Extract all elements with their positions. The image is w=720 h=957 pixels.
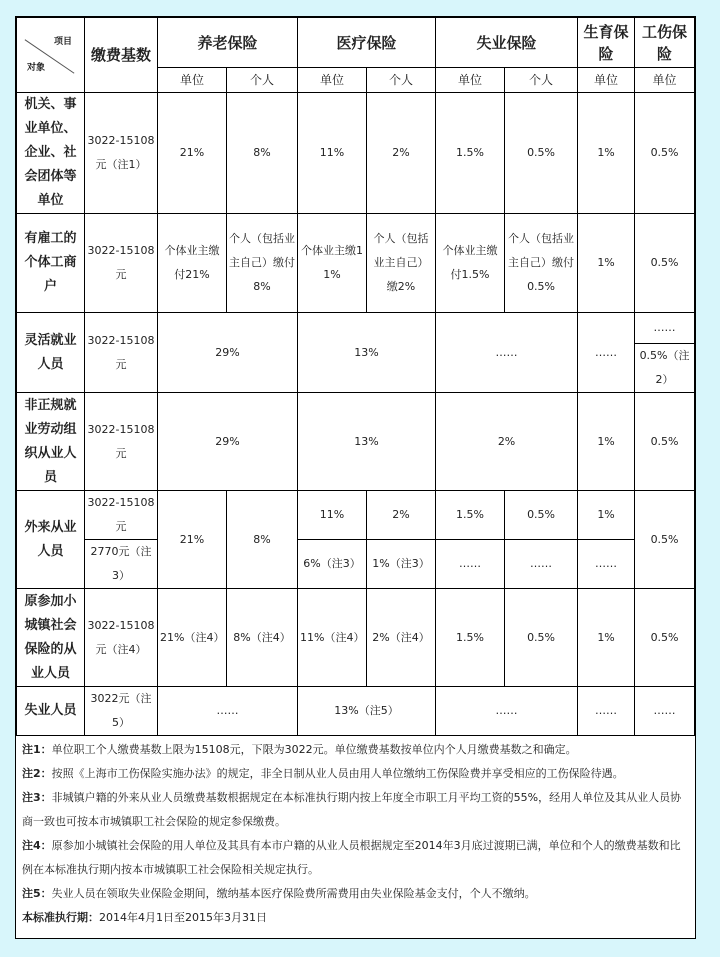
medical-unit-cell-b: 6%（注3） bbox=[298, 540, 367, 589]
sub-person: 个人 bbox=[505, 68, 578, 93]
pension-cell: 29% bbox=[158, 393, 298, 491]
pension-person-cell: 个人（包括业主自己）缴付8% bbox=[227, 214, 298, 313]
header-pension: 养老保险 bbox=[158, 18, 298, 68]
sub-unit: 单位 bbox=[436, 68, 505, 93]
base-cell: 3022-15108元（注1） bbox=[85, 93, 158, 214]
pension-person-cell: 8% bbox=[227, 491, 298, 589]
note-text: 失业人员在领取失业保险金期间，缴纳基本医疗保险费所需费用由失业保险基金支付，个人不缴纳。 bbox=[51, 887, 536, 900]
sub-unit: 单位 bbox=[635, 68, 695, 93]
sub-unit: 单位 bbox=[298, 68, 367, 93]
table-row bbox=[17, 313, 695, 344]
base-cell: 3022元（注5） bbox=[85, 687, 158, 736]
maternity-cell: 1% bbox=[578, 214, 635, 313]
unemp-unit-cell: 个体业主缴付1.5% bbox=[436, 214, 505, 313]
maternity-cell-a: 1% bbox=[578, 491, 635, 540]
row-label: 原参加小城镇社会保险的从业人员 bbox=[17, 589, 85, 687]
header-unemployment: 失业保险 bbox=[436, 18, 578, 68]
note-2 bbox=[22, 762, 689, 786]
note-text: 单位职工个人缴费基数上限为15108元，下限为3022元。单位缴费基数按单位内个人月缴费基数之和确定。 bbox=[51, 743, 577, 756]
base-cell: 3022-15108元（注4） bbox=[85, 589, 158, 687]
sub-person: 个人 bbox=[227, 68, 298, 93]
maternity-cell-b: …… bbox=[578, 540, 635, 589]
unemp-cell: …… bbox=[436, 687, 578, 736]
note-tag: 注3： bbox=[22, 791, 52, 804]
unemp-cell: …… bbox=[436, 313, 578, 393]
unemp-unit-cell: 1.5% bbox=[436, 93, 505, 214]
corner-object-label: 对象 bbox=[27, 63, 46, 73]
sub-unit: 单位 bbox=[578, 68, 635, 93]
note-tag: 注4： bbox=[22, 839, 52, 852]
unemp-person-cell: 个人（包括业主自己）缴付0.5% bbox=[505, 214, 578, 313]
medical-unit-cell-a: 11% bbox=[298, 491, 367, 540]
injury-cell: 0.5% bbox=[635, 214, 695, 313]
effective-period bbox=[22, 906, 689, 930]
table-row bbox=[17, 393, 695, 491]
pension-unit-cell: 21% bbox=[158, 93, 227, 214]
row-label: 有雇工的个体工商户 bbox=[17, 214, 85, 313]
table-row bbox=[17, 214, 695, 313]
table-row bbox=[17, 589, 695, 687]
pension-unit-cell: 21% bbox=[158, 491, 227, 589]
base-cell: 3022-15108元 bbox=[85, 393, 158, 491]
note-text: 按照《上海市工伤保险实施办法》的规定，非全日制从业人员由用人单位缴纳工伤保险费并享受相应的工伤保险待遇。 bbox=[51, 767, 624, 780]
period-tag: 本标准执行期： bbox=[22, 911, 99, 924]
notes-section bbox=[16, 736, 695, 938]
note-4 bbox=[22, 834, 689, 882]
medical-person-cell-a: 2% bbox=[367, 491, 436, 540]
maternity-cell: 1% bbox=[578, 589, 635, 687]
pension-cell: 29% bbox=[158, 313, 298, 393]
unemp-cell: 2% bbox=[436, 393, 578, 491]
header-base: 缴费基数 bbox=[85, 18, 158, 93]
unemp-unit-cell-a: 1.5% bbox=[436, 491, 505, 540]
injury-cell: …… bbox=[635, 687, 695, 736]
medical-unit-cell: 11%（注4） bbox=[298, 589, 367, 687]
contribution-rate-table bbox=[16, 17, 695, 736]
base-cell: 3022-15108元 bbox=[85, 313, 158, 393]
medical-person-cell: 2%（注4） bbox=[367, 589, 436, 687]
row-label: 外来从业人员 bbox=[17, 491, 85, 589]
maternity-cell: …… bbox=[578, 313, 635, 393]
table-row bbox=[17, 491, 695, 540]
social-insurance-table-container bbox=[15, 16, 696, 939]
diagonal-divider-icon bbox=[17, 18, 84, 92]
sub-unit: 单位 bbox=[158, 68, 227, 93]
unemp-unit-cell: 1.5% bbox=[436, 589, 505, 687]
injury-cell: 0.5% bbox=[635, 93, 695, 214]
sub-person: 个人 bbox=[367, 68, 436, 93]
table-row bbox=[17, 93, 695, 214]
row-label: 非正规就业劳动组织从业人员 bbox=[17, 393, 85, 491]
pension-person-cell: 8% bbox=[227, 93, 298, 214]
note-text: 原参加小城镇社会保险的用人单位及其具有本市户籍的从业人员根据规定至2014年3月底过渡期已满，单位和个人的缴费基数和比例在本标准执行期内按本市城镇职工社会保险相关规定执行。 bbox=[22, 839, 681, 876]
unemp-unit-cell-b: …… bbox=[436, 540, 505, 589]
pension-person-cell: 8%（注4） bbox=[227, 589, 298, 687]
note-3 bbox=[22, 786, 689, 834]
note-tag: 注1： bbox=[22, 743, 52, 756]
unemp-person-cell-b: …… bbox=[505, 540, 578, 589]
injury-cell: 0.5% bbox=[635, 589, 695, 687]
row-label: 灵活就业人员 bbox=[17, 313, 85, 393]
note-5 bbox=[22, 882, 689, 906]
table-row bbox=[17, 687, 695, 736]
unemp-person-cell: 0.5% bbox=[505, 589, 578, 687]
medical-unit-cell: 个体业主缴11% bbox=[298, 214, 367, 313]
maternity-cell: 1% bbox=[578, 93, 635, 214]
base-cell-a: 3022-15108元 bbox=[85, 491, 158, 540]
corner-header-cell bbox=[17, 18, 85, 93]
medical-person-cell: 个人（包括业主自己）缴2% bbox=[367, 214, 436, 313]
base-cell: 3022-15108元 bbox=[85, 214, 158, 313]
injury-cell: 0.5% bbox=[635, 491, 695, 589]
pension-unit-cell: 个体业主缴付21% bbox=[158, 214, 227, 313]
row-label: 机关、事业单位、企业、社会团体等单位 bbox=[17, 93, 85, 214]
header-maternity: 生育保险 bbox=[578, 18, 635, 68]
maternity-cell: 1% bbox=[578, 393, 635, 491]
injury-cell-top: …… bbox=[635, 313, 695, 344]
header-injury: 工伤保险 bbox=[635, 18, 695, 68]
medical-cell: 13% bbox=[298, 313, 436, 393]
unemp-person-cell: 0.5% bbox=[505, 93, 578, 214]
header-medical: 医疗保险 bbox=[298, 18, 436, 68]
note-text: 非城镇户籍的外来从业人员缴费基数根据规定在本标准执行期内按上年度全市职工月平均工资的55%，经用人单位及其从业人员协商一致也可按本市城镇职工社会保险的规定参保缴费。 bbox=[22, 791, 682, 828]
pension-unit-cell: 21%（注4） bbox=[158, 589, 227, 687]
medical-unit-cell: 11% bbox=[298, 93, 367, 214]
injury-cell-bottom: 0.5%（注2） bbox=[635, 344, 695, 393]
period-text: 2014年4月1日至2015年3月31日 bbox=[99, 911, 267, 924]
note-1 bbox=[22, 738, 689, 762]
maternity-cell: …… bbox=[578, 687, 635, 736]
header-row-groups bbox=[17, 18, 695, 68]
injury-cell: 0.5% bbox=[635, 393, 695, 491]
base-cell-b: 2770元（注3） bbox=[85, 540, 158, 589]
corner-item-label: 项目 bbox=[53, 37, 72, 47]
table-subrow bbox=[17, 540, 695, 589]
unemp-person-cell-a: 0.5% bbox=[505, 491, 578, 540]
medical-cell: 13% bbox=[298, 393, 436, 491]
medical-cell: 13%（注5） bbox=[298, 687, 436, 736]
note-tag: 注2： bbox=[22, 767, 52, 780]
medical-person-cell-b: 1%（注3） bbox=[367, 540, 436, 589]
medical-person-cell: 2% bbox=[367, 93, 436, 214]
pension-cell: …… bbox=[158, 687, 298, 736]
note-tag: 注5： bbox=[22, 887, 52, 900]
row-label: 失业人员 bbox=[17, 687, 85, 736]
